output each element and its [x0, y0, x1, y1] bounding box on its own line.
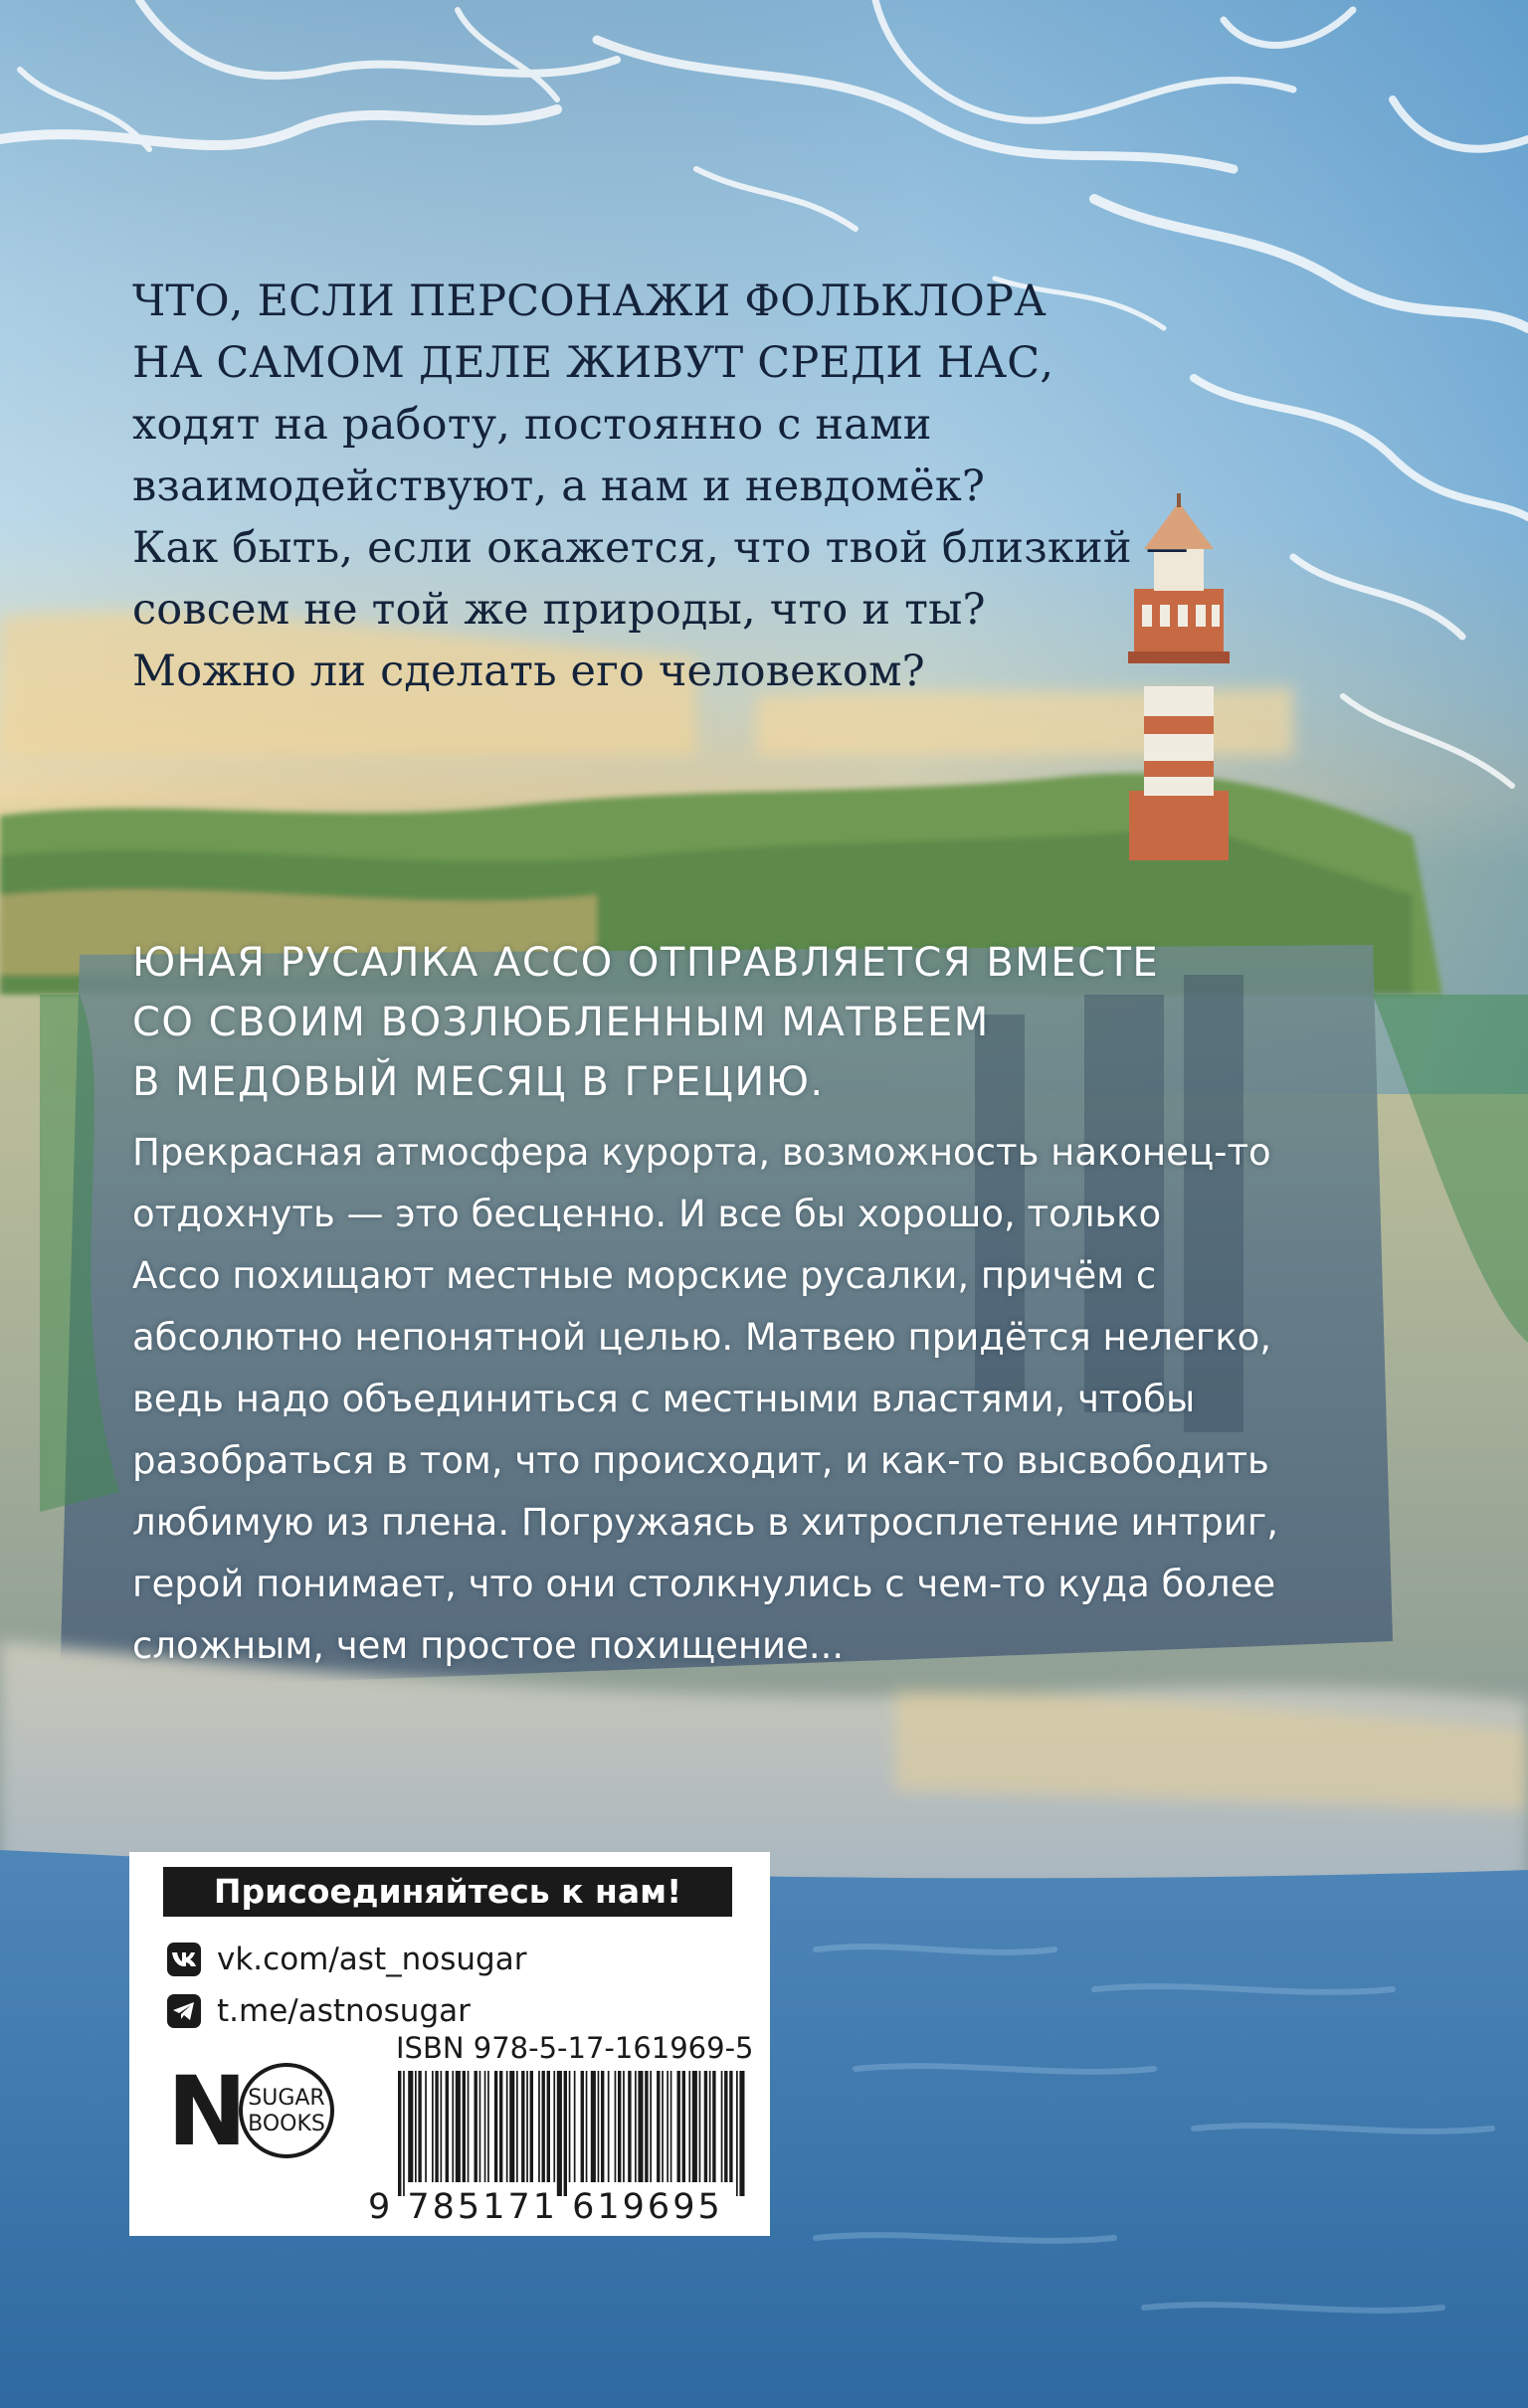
vk-link[interactable]: vk.com/ast_nosugar: [217, 1942, 527, 1977]
barcode-bar: [564, 2071, 567, 2196]
telegram-link-row[interactable]: [167, 1991, 471, 2031]
intro-line: ЧТО, ЕСЛИ ПЕРСОНАЖИ ФОЛЬКЛОРА: [132, 277, 1047, 326]
barcode-bar: [645, 2071, 648, 2182]
barcode-bar: [479, 2071, 481, 2182]
barcode-bar: [667, 2071, 668, 2182]
barcode-bar: [499, 2071, 502, 2182]
barcode-digits: 9 785171 619695: [368, 2187, 723, 2227]
intro-line: НА САМОМ ДЕЛЕ ЖИВУТ СРЕДИ НАС,: [132, 338, 1054, 388]
barcode-bar: [677, 2071, 680, 2182]
barcode-bar: [415, 2071, 417, 2182]
barcode-bar: [721, 2071, 723, 2182]
barcode-bar: [699, 2071, 701, 2182]
barcode-bar: [506, 2071, 508, 2182]
barcode-bar: [601, 2071, 604, 2182]
isbn-number: ISBN 978-5-17-161969-5: [396, 2031, 754, 2065]
body-line: разобраться в том, что происходит, и как-то высвободить: [132, 1439, 1269, 1482]
barcode-bar: [712, 2071, 715, 2182]
isbn-barcode: [396, 2071, 750, 2196]
barcode-bar: [581, 2071, 584, 2182]
barcode-bar: [441, 2071, 443, 2182]
telegram-link[interactable]: t.me/astnosugar: [217, 1993, 471, 2029]
barcode-bar: [650, 2071, 652, 2182]
barcode-bar: [516, 2071, 518, 2182]
body-line: любимую из плена. Погружаясь в хитросплетение интриг,: [132, 1501, 1279, 1544]
barcode-bar: [435, 2071, 438, 2182]
barcode-bar: [670, 2071, 672, 2182]
barcode-bar: [452, 2071, 454, 2182]
body-line: Ассо похищают местные морские русалки, причём с: [132, 1254, 1157, 1297]
barcode-bar: [682, 2071, 685, 2182]
barcode-bar: [569, 2071, 571, 2182]
intro-text-block: [132, 271, 1306, 702]
body-line: герой понимает, что они столкнулись с чем-то куда более: [132, 1563, 1276, 1605]
logo-word-books: BOOKS: [248, 2112, 325, 2136]
barcode-bar: [542, 2071, 545, 2182]
barcode-bar: [739, 2071, 744, 2196]
barcode-bar: [403, 2071, 405, 2196]
intro-line: взаимодействуют, а нам и невдомёк?: [132, 462, 986, 511]
barcode-bar: [638, 2071, 643, 2182]
logo-word-sugar: SUGAR: [248, 2086, 325, 2111]
barcode-bar: [628, 2071, 631, 2182]
intro-line: Можно ли сделать его человеком?: [132, 647, 925, 696]
barcode-bar: [608, 2071, 610, 2182]
barcode-bar: [553, 2071, 555, 2182]
barcode-bar: [398, 2071, 401, 2196]
barcode-bar: [591, 2071, 596, 2182]
barcode-bar: [521, 2071, 524, 2182]
barcode-bar: [418, 2071, 421, 2182]
body-line: Прекрасная атмосфера курорта, возможность наконец-то: [132, 1131, 1271, 1174]
join-us-banner: Присоединяйтесь к нам!: [163, 1867, 732, 1917]
barcode-bar: [736, 2071, 738, 2196]
barcode-bar: [586, 2071, 588, 2182]
synopsis-body: [132, 1122, 1376, 1677]
logo-letter: N: [167, 2059, 248, 2158]
barcode-bar: [475, 2071, 478, 2182]
barcode-bar: [557, 2071, 562, 2196]
barcode-bar: [692, 2071, 697, 2182]
barcode-bar: [618, 2071, 621, 2182]
headline-line: ЮНАЯ РУСАЛКА АССО ОТПРАВЛЯЕТСЯ ВМЕСТЕ: [132, 940, 1160, 986]
headline-line: В МЕДОВЫЙ МЕСЯЦ В ГРЕЦИЮ.: [132, 1059, 825, 1105]
barcode-bar: [662, 2071, 664, 2182]
body-line: абсолютно непонятной целью. Матвею придётся нелегко,: [132, 1316, 1272, 1359]
barcode-bar: [463, 2071, 466, 2182]
barcode-bar: [598, 2071, 600, 2182]
barcode-bar: [729, 2071, 732, 2182]
barcode-bar: [657, 2071, 660, 2182]
barcode-bar: [709, 2071, 711, 2182]
barcode-bar: [456, 2071, 461, 2182]
barcode-bar: [623, 2071, 625, 2182]
barcode-bar: [468, 2071, 470, 2182]
barcode-bar: [509, 2071, 514, 2182]
synopsis-headline: [132, 933, 1376, 1112]
barcode-bar: [688, 2071, 690, 2182]
headline-line: СО СВОИМ ВОЗЛЮБЛЕННЫМ МАТВЕЕМ: [132, 1000, 990, 1045]
barcode-bar: [538, 2071, 540, 2182]
barcode-bar: [487, 2071, 489, 2182]
barcode-bar: [425, 2071, 427, 2182]
barcode-bar: [530, 2071, 533, 2182]
barcode-bar: [484, 2071, 486, 2182]
nosugar-books-logo: [167, 2059, 376, 2158]
barcode-bar: [704, 2071, 707, 2182]
barcode-bar: [724, 2071, 727, 2182]
publisher-info-panel: [129, 1852, 770, 2236]
intro-line: ходят на работу, постоянно с нами: [132, 400, 932, 450]
barcode-bar: [547, 2071, 550, 2182]
barcode-bar: [494, 2071, 497, 2182]
body-line: ведь надо объединиться с местными властями, чтобы: [132, 1378, 1196, 1420]
vk-link-row[interactable]: [167, 1940, 526, 1979]
barcode-bar: [615, 2071, 617, 2182]
barcode-bar: [432, 2071, 434, 2182]
barcode-bar: [526, 2071, 528, 2182]
vk-icon: [167, 1943, 201, 1976]
barcode-bar: [574, 2071, 576, 2182]
telegram-icon: [167, 1994, 201, 2028]
body-line: сложным, чем простое похищение...: [132, 1624, 845, 1667]
body-line: отдохнуть — это бесценно. И все бы хорошо, только: [132, 1193, 1162, 1235]
intro-line: совсем не той же природы, что и ты?: [132, 585, 986, 635]
intro-line: Как быть, если окажется, что твой близкий —: [132, 523, 1189, 573]
barcode-bar: [635, 2071, 637, 2182]
barcode-bar: [446, 2071, 449, 2182]
barcode-bar: [408, 2071, 413, 2182]
